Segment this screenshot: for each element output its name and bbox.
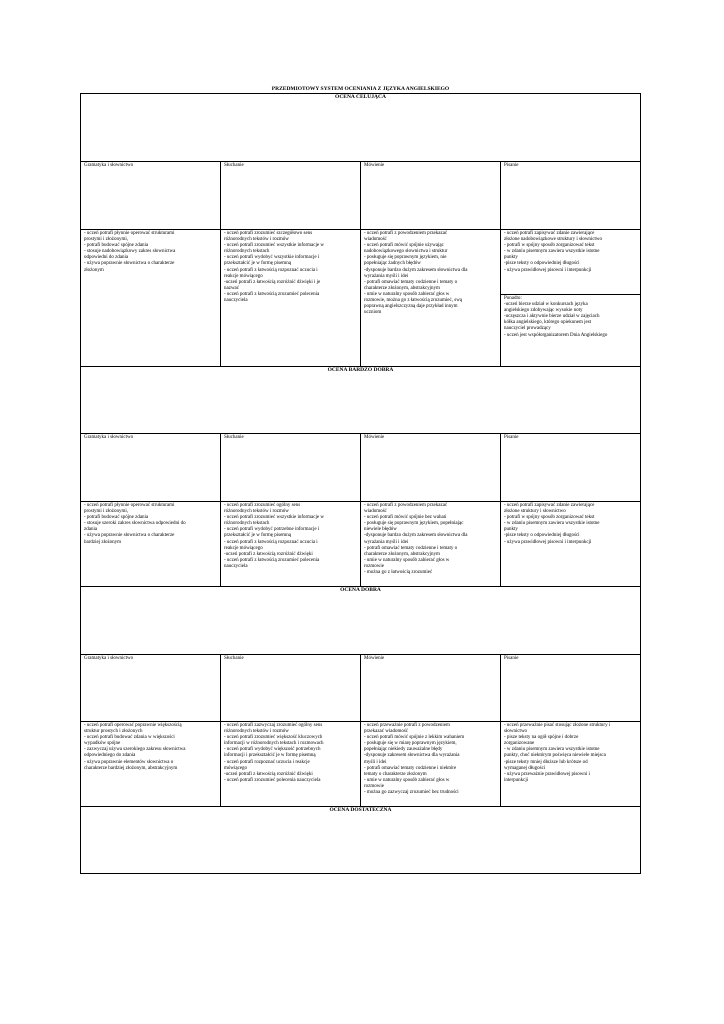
criteria-line: - uczeń potrafi z powodzeniem przekazać [364,231,448,236]
criteria-line: - uczeń potrafi mówić spójnie bez wahań [364,515,447,521]
criteria-cell-listening [221,722,361,807]
criteria-line: - uczeń potrafi z łatwością zrozumieć polecenia [224,557,320,563]
column-header-row [81,433,640,501]
column-header-grammar: Gramatyka i słownictwo [81,162,221,230]
criteria-line: złożone struktury i słownictwo [504,509,566,515]
criteria-line: zdania [84,527,98,533]
criteria-line: rozmowie [364,783,384,789]
criteria-line: wypadków spójne [84,741,121,747]
criteria-line: informacji w różnorodnych tekstach i rozmowach [224,741,324,747]
criteria-line: popełniając żadnych błędów [364,261,421,267]
criteria-line: angielskiego zdobywając wysokie noty [504,308,583,314]
criteria-line: - uczeń potrafi wydobyć większość potrzebnych [224,747,321,753]
criteria-line: - uczeń potrafi z łatwością zrozumieć polecenia [224,291,320,297]
criteria-line: charakterze złożonym, abstrakcyjnym [364,285,440,291]
section-block-bardzo-dobra [81,366,640,433]
section-heading-bardzo-dobra: OCENA BARDZO DOBRA [327,367,394,373]
section-heading-celujaca: OCENA CELUJĄCA [335,94,386,100]
criteria-line: - w zdaniu pisemnym zawiera wszystkie istotne [504,521,600,527]
criteria-line: interpunkcji [504,777,529,783]
criteria-line: wiadomość [364,237,387,243]
criteria-line: - używa poprawnie elementów słownictwa o [84,759,174,765]
criteria-line: - potrafi omawiać tematy codzienne i niektóre [364,765,457,771]
criteria-line: różnorodnych tekstów i rozmów [224,729,289,735]
criteria-line: -pisze teksty mniej dłuższe lub krótsze od [504,759,588,765]
criteria-line: tematy o charakterze złożonym [364,771,427,777]
criteria-line: - używa poprawnie słownictwa o charakterze [84,533,175,539]
criteria-line: - uczeń potrafi zapisywać zdanie zawierające [504,503,595,508]
criteria-cell-speaking [361,230,501,367]
criteria-line: - w zdaniu pisemnym zawiera wszystkie istotne [504,249,600,255]
criteria-line: - uczeń potrafi z łatwością rozpoznać uczucia i [224,539,318,545]
criteria-line: - potrafi omawiać tematy codzienne i tematy o [364,279,458,285]
column-header-writing: Pisanie [504,656,519,661]
grading-table [80,93,641,874]
criteria-line: - uczeń potrafi zrozumieć wszystkie informacje w [224,243,324,249]
criteria-line: - uczeń potrafi wydobyć wszystkie informacje i [224,255,320,261]
criteria-line: - używa prawidłowej pisowni i interpunkcji [504,267,592,273]
column-header-writing: Pisanie [504,435,519,440]
criteria-cell-grammar [81,502,221,587]
column-header-listening: Słuchanie [221,162,361,230]
column-header-speaking: Mówienie [361,655,501,722]
criteria-line: nauczyciela [224,298,248,304]
criteria-row [81,501,640,586]
criteria-line: - uczeń potrafi mówić spójnie z lekkim wahaniem [364,735,465,741]
criteria-line: - można go z łatwością zrozumieć [364,570,433,576]
criteria-line: - uczeń potrafi zrozumieć polecenia nauczyciela [224,777,321,783]
criteria-line: nauczyciel prowadzący [504,326,551,332]
criteria-line: - używa poprawnie słownictwa o charakterze [84,261,175,267]
criteria-line: - uczeń potrafi z powodzeniem przekazać [364,503,448,508]
document-title: PRZEDMIOTOWY SYSTEM OCENIANIA Z JĘZYKA ANGIELSKIEGO [271,86,450,92]
criteria-line: niewiele błędów [364,527,397,533]
criteria-line: - uczeń potrafi budować zdania w większości [84,735,175,741]
criteria-line: - zazwyczaj używa szerokiego zakresu słownictwa [84,747,186,753]
column-header-writing: Pisanie [504,163,519,168]
criteria-line: - pisze teksty na ogół spójne i dobrze [504,735,579,741]
criteria-line: odpowiedniego do zdania [84,753,136,759]
criteria-line: - uczeń potrafi operować poprawnie większością [84,723,182,728]
column-header-listening: Słuchanie [221,655,361,722]
criteria-line: - uczeń potrafi z łatwością rozpoznać uczucia i [224,267,318,273]
criteria-line: - stosuje szeroki zakres słownictwa odpowiedni do [84,521,186,527]
criteria-line: nadobowiązkowego słownictwa i struktur [364,249,448,255]
criteria-cell-speaking [361,722,501,807]
criteria-line: - uczeń potrafi zrozumieć wszystkie informacje w [224,515,324,521]
criteria-line: - uczeń przeważnie pisać stosując złożone struktury i [504,723,611,728]
criteria-line: wiadomość [364,509,387,515]
criteria-line: reakcje mówiącego [224,545,263,551]
column-header-speaking: Mówienie [361,162,501,230]
criteria-line: - uczeń jest współorganizatorem Dnia Angielskiego [504,332,608,338]
criteria-line: prostymi i złożonymi, [84,237,129,243]
criteria-line: kółka angielskiego, którego opiekunem jest [504,320,592,326]
criteria-line: mówiącego [224,765,248,771]
criteria-cell-speaking [361,502,501,587]
criteria-line: -uczęszcza i aktywnie bierze udział w zajęciach [504,314,600,320]
criteria-line: odpowiedni do zdania [84,255,129,261]
column-header-row [81,161,640,229]
criteria-line: - uczeń potrafi zazwyczaj zrozumieć ogólny sens [224,723,323,728]
criteria-line: charakterze bardziej złożonym, abstrakcyjnym [84,765,178,771]
section-block-dostateczna [81,806,640,873]
criteria-line: - uczeń potrafi płynnie operować strukturami [84,503,175,508]
criteria-line: -dysponuje bardzo dużym zakresem słownictwa dla [364,267,468,273]
criteria-line: - uczeń potrafi zapisywać zdanie zawierające [504,231,595,236]
criteria-line: - można go zazwyczaj zrozumieć bez trudności [364,790,459,796]
column-header-speaking: Mówienie [361,434,501,502]
criteria-line: - posługuje się w miarę poprawnym językiem, [364,741,457,747]
criteria-line: rozmowie, można go z łatwością zrozumieć, swą [364,298,463,304]
criteria-line: prostymi i złożonymi, [84,509,129,515]
criteria-cell-writing [501,722,640,807]
criteria-line: charakterze złożonym, abstrakcyjnym [364,551,440,557]
criteria-row [81,721,640,806]
criteria-cell-listening [221,230,361,367]
criteria-line: - uczeń potrafi zrozumieć szczegółowo sens [224,231,313,236]
criteria-line: -uczeń potrafi z łatwością rozróżnić dźwięki [224,551,313,557]
criteria-cell-grammar [81,230,221,367]
criteria-line: -pisze teksty o odpowiedniej długości [504,261,580,267]
criteria-line: - uczeń potrafi płynnie operować strukturami [84,231,175,236]
criteria-line: - potrafi w spójny sposób zorganizować tekst [504,515,595,521]
column-header-listening: Słuchanie [221,434,361,502]
criteria-line: -dysponuje bardzo dużym zakresem słownictwa dla [364,533,468,539]
criteria-line: wymaganej długości [504,765,546,771]
criteria-line: punkty [504,527,518,533]
criteria-line: przekształcić je w formę pisemną [224,261,291,267]
criteria-line: - uczeń przeważnie potrafi z powodzeniem [364,723,450,728]
criteria-line: przekazać wiadomość [364,729,409,735]
column-header-grammar: Gramatyka i słownictwo [81,434,221,502]
criteria-line: zorganizowane [504,741,535,747]
section-heading-dobra: OCENA DOBRA [340,587,381,593]
criteria-line: struktur prostych i złożonych [84,729,143,735]
criteria-line: nazwać [224,285,239,291]
criteria-line: nauczyciela [224,563,248,569]
criteria-line: przekształcić je w formę pisemną [224,533,291,539]
criteria-line: - stosuje nadobowiązkowy zakres słownictwa [84,249,176,255]
criteria-line: - uczeń potrafi wydobyć potrzebne informacje i [224,527,320,533]
criteria-line: rozmowie [364,563,384,569]
criteria-line: -dysponuje zakresem słownictwa dla wyrażania [364,753,460,759]
criteria-line: reakcje mówiącego [224,273,263,279]
criteria-line: - umie w naturalny sposób zabierać głos w [364,291,450,297]
criteria-line: - uczeń potrafi zrozumieć ogólny sens [224,503,301,508]
criteria-line: różnorodnych tekstach [224,249,270,255]
criteria-row [81,229,640,366]
criteria-line: - posługuje się poprawnym językiem, nie [364,255,447,261]
criteria-line: - używa przeważnie prawidłowej pisowni i [504,771,590,777]
writing-criteria-text [501,230,640,275]
criteria-line: -pisze teksty o odpowiedniej długości [504,533,580,539]
criteria-line: różnorodnych tekstów i rozmów [224,237,289,243]
criteria-line: - używa prawidłowej pisowni i interpunkcji [504,539,592,545]
criteria-line: wyrażania myśli i idei [364,273,409,279]
criteria-line: popełniając niekiedy zauważalne błędy [364,747,443,753]
criteria-line: -uczeń potrafi z łatwością rozróżnić dźwięki i je [224,279,321,285]
criteria-line: punkty [504,255,518,261]
criteria-line: słownictwo [504,729,528,735]
criteria-line: - umie w naturalny sposób zabierać głos w [364,777,450,783]
extra-activities-box [501,294,640,340]
criteria-line: - uczeń potrafi zrozumieć większość kluczowych [224,735,323,741]
criteria-line: złożone nadobowiązkowe struktury i słownictwo [504,237,603,243]
criteria-cell-writing [501,502,640,587]
criteria-line: - uczeń potrafi rozpoznać uczucia i reakcje [224,759,310,765]
criteria-cell-grammar [81,722,221,807]
criteria-line: -uczeń potrafi z łatwością rozróżnić dźwięki [224,771,313,777]
criteria-line: Ponadto: [504,296,522,301]
criteria-line: - potrafi w spójny sposób zorganizować tekst [504,243,595,249]
criteria-cell-writing [501,230,640,367]
criteria-line: - potrafi budować spójne zdania [84,243,149,249]
criteria-line: myśli i idei [364,759,387,765]
criteria-line: różnorodnych tekstach [224,521,270,527]
section-heading-dostateczna: OCENA DOSTATECZNA [329,807,392,813]
criteria-line: - posługuje się poprawnym językiem, popełniając [364,521,464,527]
criteria-line: informacji i przekształcić je w formę pisemną [224,753,316,759]
criteria-line: bardziej złożonym [84,539,122,545]
criteria-line: poprawną angielszczyzną daje przykład innym [364,304,458,310]
column-header-grammar: Gramatyka i słownictwo [81,655,221,722]
criteria-line: - potrafi budować spójne zdania [84,515,149,521]
criteria-line: -uczeń bierze udział w konkursach języka [504,302,588,308]
criteria-line: - umie w naturalny sposób zabierać głos w [364,557,450,563]
section-block-dobra [81,586,640,654]
criteria-line: różnorodnych tekstów i rozmów [224,509,289,515]
criteria-cell-listening [221,502,361,587]
criteria-line: złożonym [84,267,104,273]
column-header-row [81,654,640,721]
criteria-line: - potrafi omawiać tematy codzienne i tematy o [364,545,458,551]
criteria-line: wyrażania myśli i idei [364,539,409,545]
criteria-line: - w zdaniu pisemnym zawiera wszystkie istotne [504,747,600,753]
criteria-line: punkty, choć niektórym poświęca niewiele miejsca [504,753,606,759]
criteria-line: uczniom [364,310,382,316]
criteria-line: - uczeń potrafi mówić spójnie używając [364,243,444,249]
